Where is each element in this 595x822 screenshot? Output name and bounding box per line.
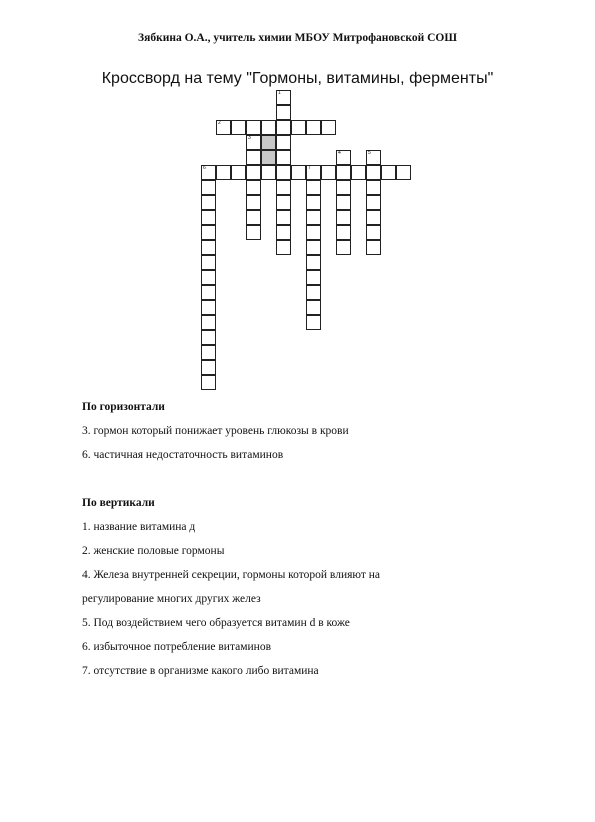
- clue-across-3: 3. гормон который понижает уровень глюкозы в крови: [82, 425, 349, 437]
- crossword-cell: [366, 225, 381, 240]
- clue-number: 2: [218, 120, 221, 126]
- crossword-cell: [306, 225, 321, 240]
- crossword-cell: [216, 165, 231, 180]
- crossword-cell: [291, 165, 306, 180]
- across-heading: По горизонтали: [82, 401, 165, 413]
- crossword-cell: [306, 255, 321, 270]
- crossword-cell: [321, 165, 336, 180]
- crossword-cell: [276, 165, 291, 180]
- crossword-cell: [261, 120, 276, 135]
- crossword-cell: [306, 285, 321, 300]
- crossword-cell: [336, 180, 351, 195]
- crossword-cell: [306, 210, 321, 225]
- clue-down-1: 1. название витамина д: [82, 521, 196, 533]
- crossword-cell: [246, 195, 261, 210]
- crossword-cell: [306, 195, 321, 210]
- crossword-cell: [201, 195, 216, 210]
- crossword-cell: [366, 210, 381, 225]
- crossword-cell: [261, 135, 276, 150]
- crossword-cell: [261, 165, 276, 180]
- crossword-cell: [336, 240, 351, 255]
- crossword-cell: [201, 180, 216, 195]
- crossword-cell: [201, 240, 216, 255]
- crossword-cell: [246, 165, 261, 180]
- clue-down-4-continued: регулирование многих других желез: [82, 593, 261, 605]
- crossword-cell: [201, 270, 216, 285]
- crossword-cell: [276, 150, 291, 165]
- clue-number: 5: [368, 150, 371, 156]
- crossword-cell: [336, 195, 351, 210]
- crossword-cell: [201, 255, 216, 270]
- page-title: Кроссворд на тему "Гормоны, витамины, ферменты": [101, 70, 494, 87]
- crossword-cell: [351, 165, 366, 180]
- crossword-cell: [276, 225, 291, 240]
- crossword-cell: [246, 120, 261, 135]
- clue-down-4: 4. Железа внутренней секреции, гормоны которой влияют на: [82, 569, 380, 581]
- down-heading: По вертикали: [82, 497, 155, 509]
- clue-down-5: 5. Под воздействием чего образуется витамин d в коже: [82, 617, 350, 629]
- clues-section: [82, 395, 522, 683]
- crossword-cell: [246, 150, 261, 165]
- crossword-cell: [201, 225, 216, 240]
- crossword-cell: [321, 120, 336, 135]
- crossword-cell: [366, 180, 381, 195]
- crossword-cell: [366, 195, 381, 210]
- clue-down-7: 7. отсутствие в организме какого либо витамина: [82, 665, 319, 677]
- crossword-cell: [306, 270, 321, 285]
- crossword-cell: [306, 300, 321, 315]
- crossword-cell: [201, 330, 216, 345]
- clue-down-2: 2. женские половые гормоны: [82, 545, 225, 557]
- crossword-cell: [336, 225, 351, 240]
- crossword-cell: [201, 210, 216, 225]
- crossword-cell: [261, 150, 276, 165]
- crossword-cell: [201, 300, 216, 315]
- clue-number: 6: [203, 165, 206, 171]
- crossword-cell: [201, 315, 216, 330]
- crossword-cell: [246, 225, 261, 240]
- clue-number: 3: [248, 135, 251, 141]
- crossword-cell: [306, 315, 321, 330]
- crossword-cell: [276, 180, 291, 195]
- author-line: Зябкина О.А., учитель химии МБОУ Митрофановской СОШ: [138, 32, 457, 44]
- clue-across-6: 6. частичная недостаточность витаминов: [82, 449, 284, 461]
- crossword-cell: [276, 105, 291, 120]
- crossword-cell: [366, 165, 381, 180]
- crossword-cell: [306, 120, 321, 135]
- crossword-cell: [291, 120, 306, 135]
- crossword-cell: [276, 195, 291, 210]
- crossword-cell: [366, 240, 381, 255]
- crossword-cell: [201, 345, 216, 360]
- crossword-cell: [276, 240, 291, 255]
- crossword-cell: [336, 210, 351, 225]
- crossword-cell: [276, 210, 291, 225]
- crossword-cell: [246, 210, 261, 225]
- crossword-cell: [336, 165, 351, 180]
- crossword-cell: [201, 285, 216, 300]
- crossword-cell: [306, 240, 321, 255]
- crossword-cell: [306, 180, 321, 195]
- crossword-cell: [381, 165, 396, 180]
- clue-number: 7: [308, 165, 311, 171]
- crossword-cell: [231, 120, 246, 135]
- crossword-cell: [276, 120, 291, 135]
- clue-down-6: 6. избыточное потребление витаминов: [82, 641, 271, 653]
- clue-number: 4: [338, 150, 341, 156]
- crossword-cell: [201, 375, 216, 390]
- crossword-cell: [396, 165, 411, 180]
- crossword-cell: [246, 180, 261, 195]
- crossword-cell: [201, 360, 216, 375]
- clue-number: 1: [278, 90, 281, 96]
- crossword-cell: [231, 165, 246, 180]
- crossword-cell: [276, 135, 291, 150]
